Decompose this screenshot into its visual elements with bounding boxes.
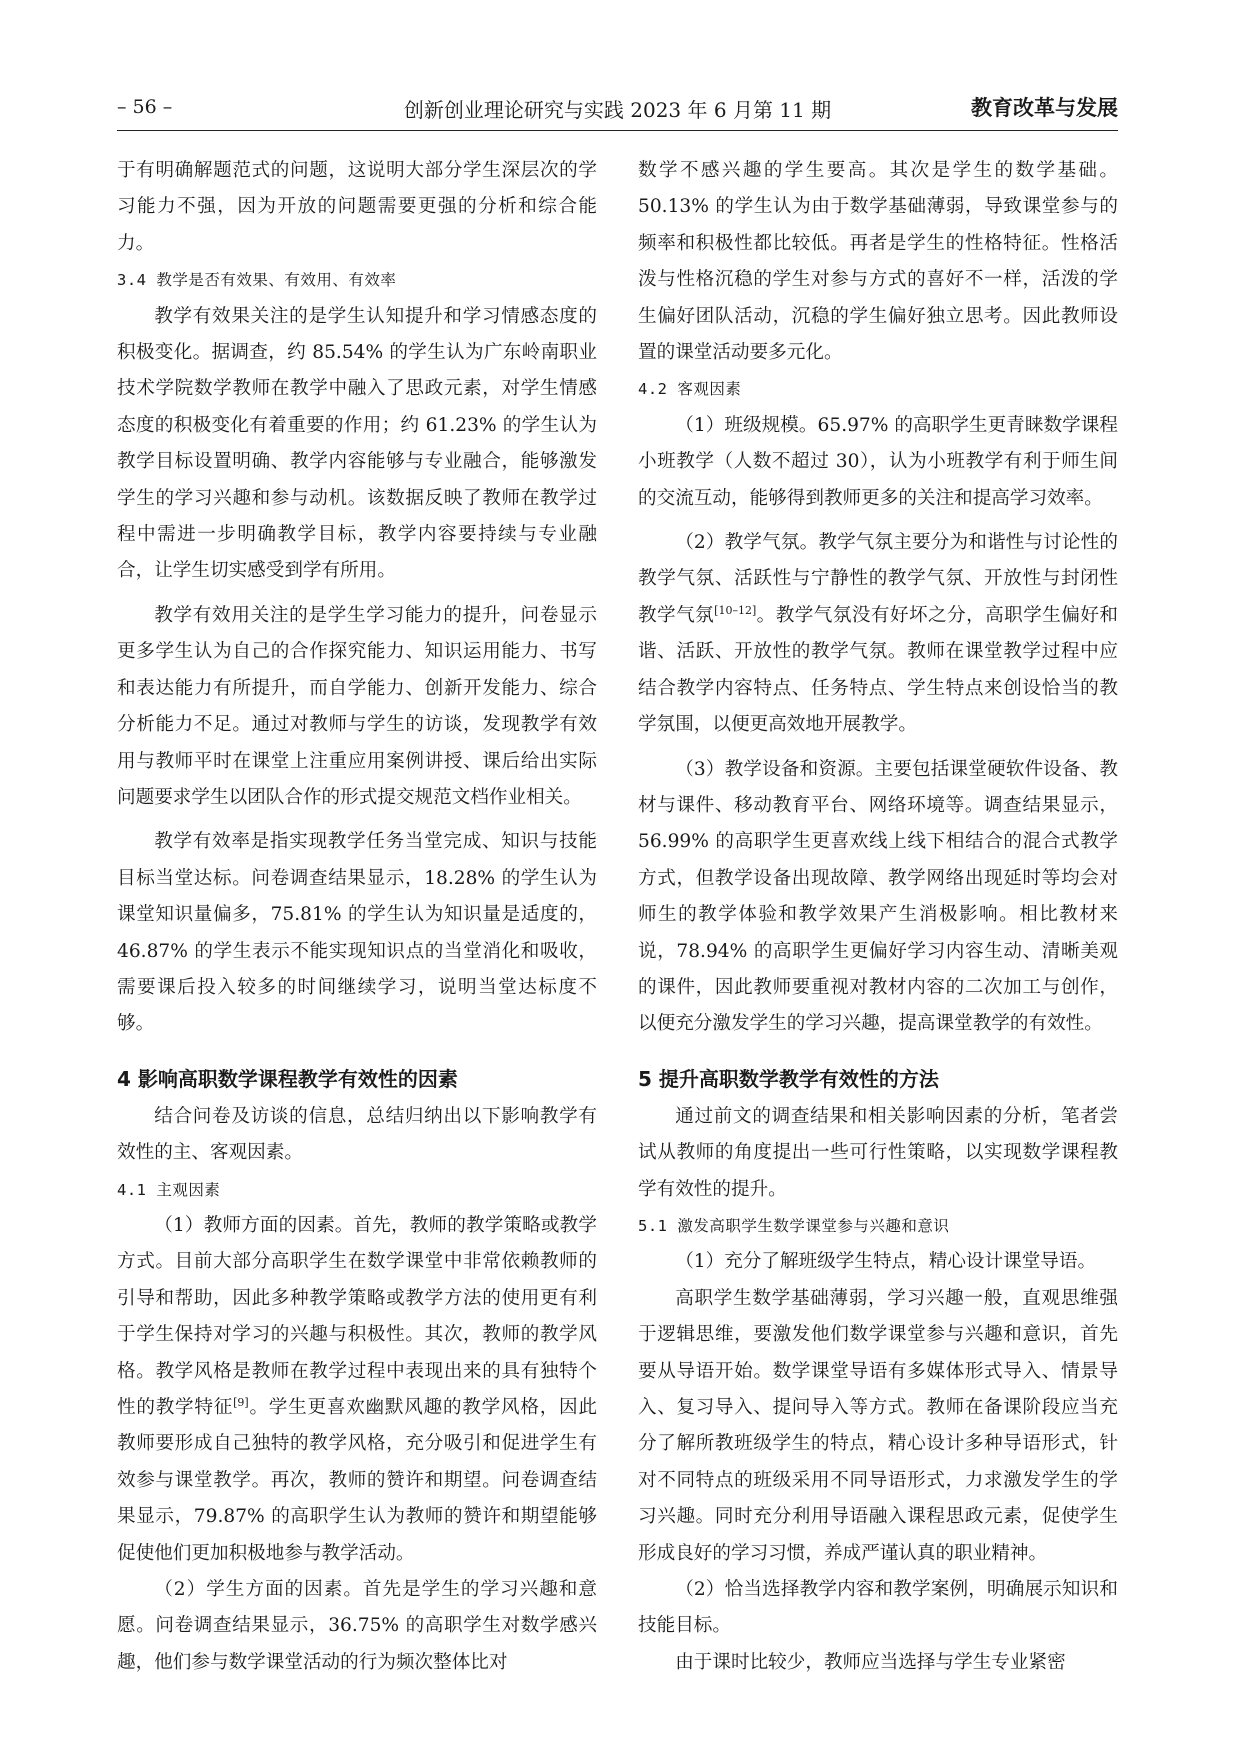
- left-column: [117, 153, 597, 1681]
- right-column: [638, 153, 1118, 1681]
- paragraph: 教学有效率是指实现教学任务当堂完成、知识与技能目标当堂达标。问卷调查结果显示，18.28% 的学生认为课堂知识量偏多，75.81% 的学生认为知识量是适度的，46.87% 的学生表示不能实现知识点的当堂消化和吸收，需要课后投入较多的时间继续学习，说明当堂达标度不够。: [117, 831, 597, 1035]
- paragraph: （2）教学气氛。教学气氛主要分为和谐性与讨论性的教学气氛、活跃性与宁静性的教学气氛、开放性与封闭性教学气氛[10–12]。教学气氛没有好坏之分，高职学生偏好和谐、活跃、开放性的教学气氛。教师在课堂教学过程中应结合教学内容特点、任务特点、学生特点来创设恰当的教学氛围，以便更高效地开展教学。: [638, 532, 1118, 736]
- journal-title: 创新创业理论研究与实践 2023 年 6 月第 11 期: [403, 98, 832, 122]
- paragraph: （1）班级规模。65.97% 的高职学生更青睐数学课程小班教学（人数不超过 30），认为小班教学有利于师生间的交流互动，能够得到教师更多的关注和提高学习效率。: [638, 414, 1118, 509]
- paragraph: （1）充分了解班级学生特点，精心设计课堂导语。: [675, 1251, 1097, 1273]
- subsection-heading-3-4: 3.4 教学是否有效果、有效用、有效率: [117, 271, 397, 290]
- paragraph: 通过前文的调查结果和相关影响因素的分析，笔者尝试从教师的角度提出一些可行性策略，以实现数学课程教学有效性的提升。: [638, 1105, 1118, 1200]
- paragraph: 高职学生数学基础薄弱，学习兴趣一般，直观思维强于逻辑思维，要激发他们数学课堂参与兴趣和意识，首先要从导语开始。数学课堂导语有多媒体形式导入、情景导入、复习导入、提问导入等方式。教师在备课阶段应当充分了解所教班级学生的特点，精心设计多种导语形式，针对不同特点的班级采用不同导语形式，力求激发学生的学习兴趣。同时充分利用导语融入课程思政元素，促使学生形成良好的学习习惯，养成严谨认真的职业精神。: [638, 1287, 1118, 1564]
- paragraph: 于有明确解题范式的问题，这说明大部分学生深层次的学习能力不强，因为开放的问题需要更强的分析和综合能力。: [117, 160, 597, 254]
- citation[interactable]: [10–12]: [714, 603, 757, 617]
- paragraph: 教学有效用关注的是学生学习能力的提升，问卷显示更多学生认为自己的合作探究能力、知识运用能力、书写和表达能力有所提升，而自学能力、创新开发能力、综合分析能力不足。通过对教师与学生的访谈，发现教学有效用与教师平时在课堂上注重应用案例讲授、课后给出实际问题要求学生以团队合作的形式提交规范文档作业相关。: [117, 604, 597, 808]
- paragraph: 结合问卷及访谈的信息，总结归纳出以下影响教学有效性的主、客观因素。: [117, 1105, 597, 1164]
- page-number: – 56 –: [117, 96, 173, 118]
- paragraph: （1）教师方面的因素。首先，教师的教学策略或教学方式。目前大部分高职学生在数学课堂中非常依赖教师的引导和帮助，因此多种教学策略或教学方法的使用更有利于学生保持对学习的兴趣与积极性。其次，教师的教学风格。教学风格是教师在教学过程中表现出来的具有独特个性的教学特征[9]。学生更喜欢幽默风趣的教学风格，因此教师要形成自己独特的教学风格，充分吸引和促进学生有效参与课堂教学。再次，教师的赞许和期望。问卷调查结果显示，79.87% 的高职学生认为教师的赞许和期望能够促使他们更加积极地参与教学活动。: [117, 1214, 597, 1564]
- subsection-heading-4-1: 4.1 主观因素: [117, 1180, 221, 1199]
- section-heading-4: 4 影响高职数学课程教学有效性的因素: [117, 1066, 458, 1091]
- running-header: [117, 90, 1118, 131]
- paragraph: 由于课时比较少，教师应当选择与学生专业紧密: [675, 1651, 1066, 1673]
- paragraph: 教学有效果关注的是学生认知提升和学习情感态度的积极变化。据调查，约 85.54% 的学生认为广东岭南职业技术学院数学教师在教学中融入了思政元素，对学生情感态度的积极变化有着重要的作用；约 61.23% 的学生认为教学目标设置明确、教学内容能够与专业融合，能够激发学生的学习兴趣和参与动机。该数据反映了教师在教学过程中需进一步明确教学目标，教学内容要持续与专业融合，让学生切实感受到学有所用。: [117, 305, 597, 582]
- paragraph: 数学不感兴趣的学生要高。其次是学生的数学基础。50.13% 的学生认为由于数学基础薄弱，导致课堂参与的频率和积极性都比较低。再者是学生的性格特征。性格活泼与性格沉稳的学生对参与方式的喜好不一样，活泼的学生偏好团队活动，沉稳的学生偏好独立思考。因此教师设置的课堂活动要多元化。: [638, 160, 1118, 364]
- section-heading-5: 5 提升高职数学教学有效性的方法: [638, 1066, 939, 1091]
- section-title: 教育改革与发展: [971, 96, 1118, 120]
- paragraph: （2）恰当选择教学内容和教学案例，明确展示知识和技能目标。: [638, 1579, 1118, 1637]
- paragraph: （2）学生方面的因素。首先是学生的学习兴趣和意愿。问卷调查结果显示，36.75% 的高职学生对数学感兴趣，他们参与数学课堂活动的行为频次整体比对: [117, 1579, 597, 1673]
- subsection-heading-4-2: 4.2 客观因素: [638, 380, 742, 399]
- citation[interactable]: [9]: [233, 1395, 249, 1409]
- subsection-heading-5-1: 5.1 激发高职学生数学课堂参与兴趣和意识: [638, 1216, 950, 1235]
- paragraph: （3）教学设备和资源。主要包括课堂硬软件设备、教材与课件、移动教育平台、网络环境等。调查结果显示，56.99% 的高职学生更喜欢线上线下相结合的混合式教学方式，但教学设备出现故障、教学网络出现延时等均会对师生的教学体验和教学效果产生消极影响。相比教材来说，78.94% 的高职学生更偏好学习内容生动、清晰美观的课件，因此教师要重视对教材内容的二次加工与创作，以便充分激发学生的学习兴趣，提高课堂教学的有效性。: [638, 758, 1118, 1035]
